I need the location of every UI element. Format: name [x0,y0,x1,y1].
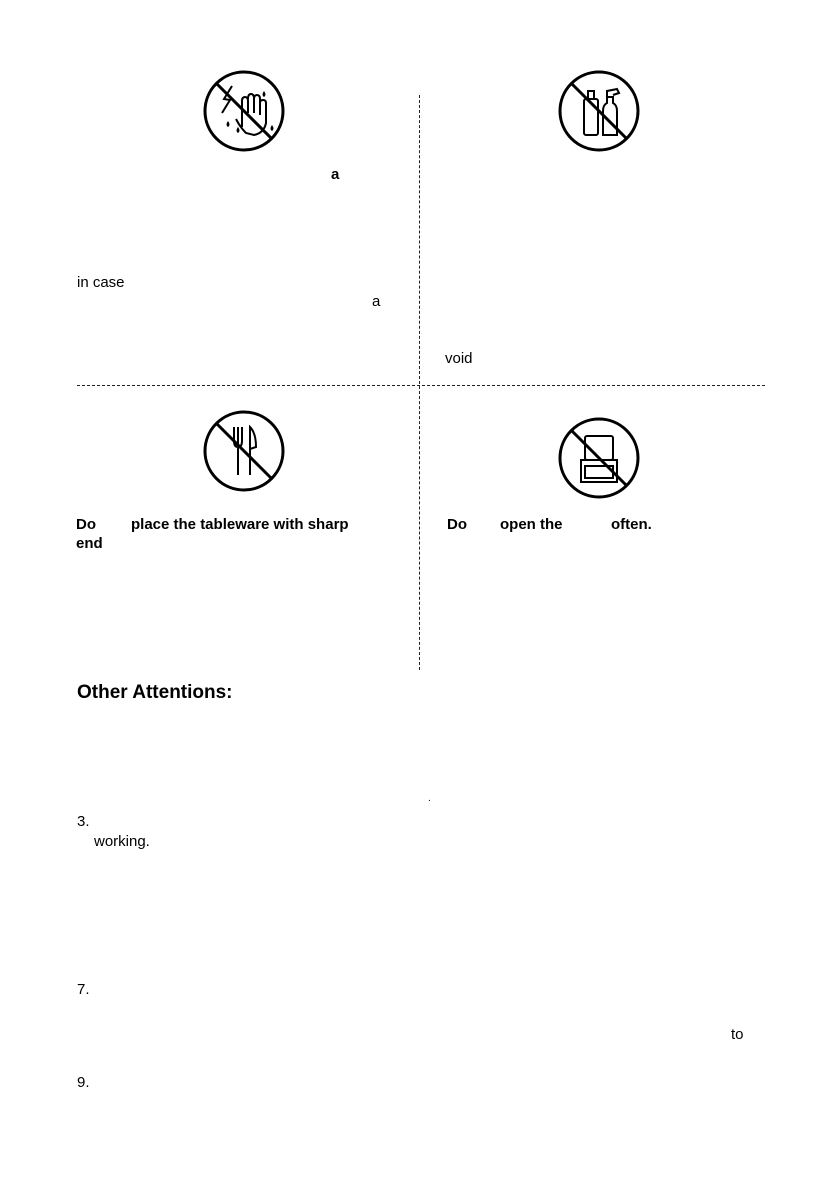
stray-dot: . [428,793,431,804]
item-number-7: 7. [77,981,90,998]
tableware-warning: place the tableware with sharp [131,516,349,533]
no-wet-hands-electric-icon [202,69,286,153]
item-8-fragment-to: to [731,1026,744,1043]
door-open-the: open the [500,516,563,533]
chemicals-text-fragment: void [445,350,473,367]
item-3-continuation: working. [94,833,150,850]
no-cutlery-icon [202,409,286,493]
tableware-end: end [76,535,103,552]
item-number-3: 3. [77,813,90,830]
no-open-door-icon [557,416,641,500]
no-chemicals-icon [557,69,641,153]
horizontal-divider [77,385,765,386]
vertical-divider [419,95,420,670]
tableware-do: Do [76,516,96,533]
electric-text-fragment: in case [77,274,125,291]
electric-text-fragment: a [331,166,340,183]
door-do: Do [447,516,467,533]
other-attentions-heading: Other Attentions: [77,682,233,703]
item-number-9: 9. [77,1074,90,1091]
electric-text-fragment: a [372,293,381,310]
door-often: often. [611,516,652,533]
